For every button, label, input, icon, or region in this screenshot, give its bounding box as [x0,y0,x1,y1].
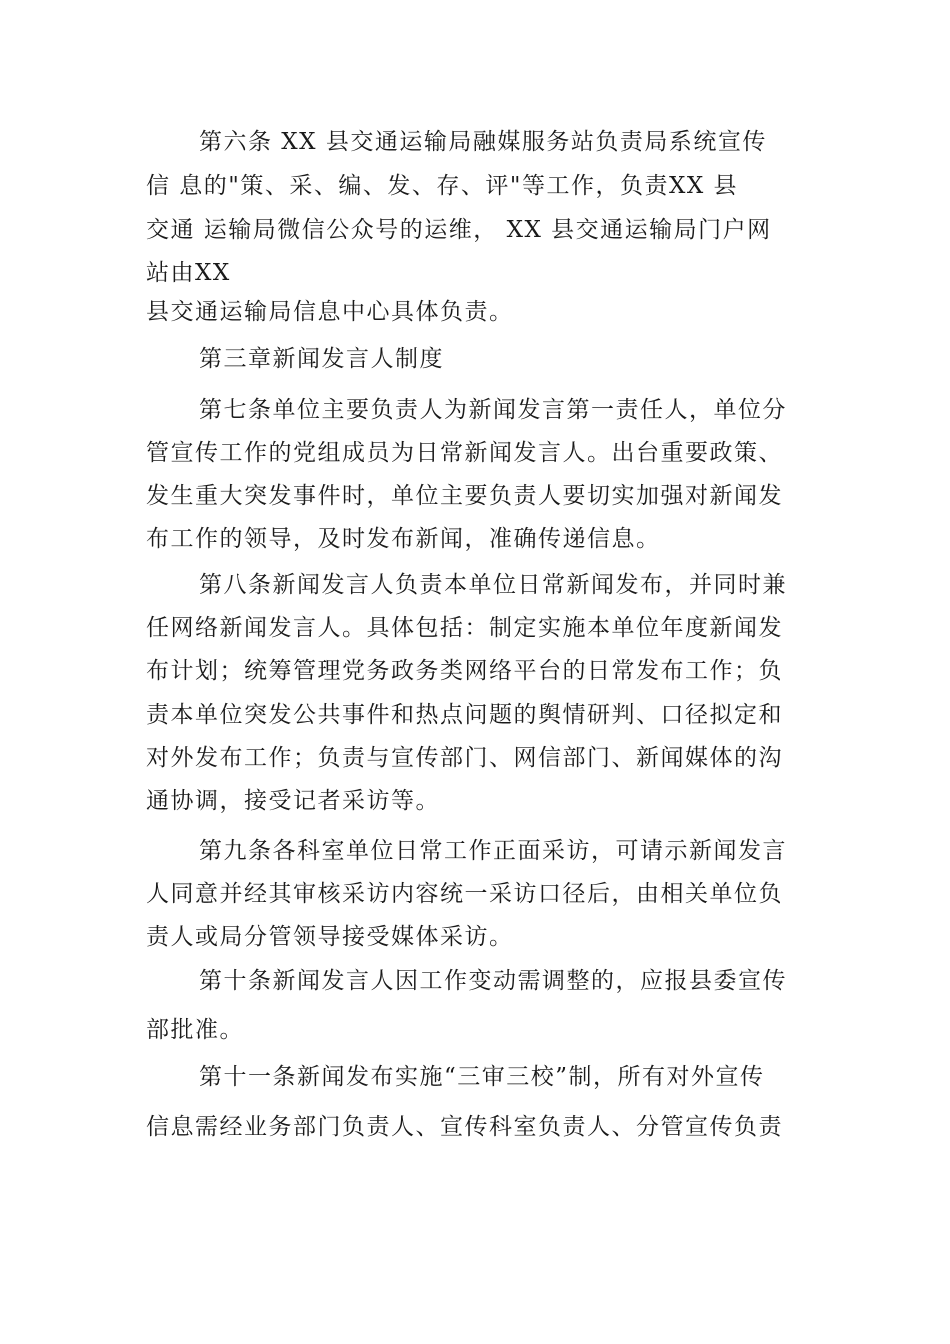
text-line: 第八条新闻发言人负责本单位日常新闻发布，并同时兼 [199,572,787,598]
text-line: 部批准。 [146,1017,244,1043]
text-line: 对外发布工作；负责与宣传部门、网信部门、新闻媒体的沟 [146,745,783,771]
text-line: 第六条 XX 县交通运输局融媒服务站负责局系统宣传 [199,129,767,155]
text-line: 发生重大突发事件时，单位主要负责人要切实加强对新闻发 [146,483,783,509]
text-line: 信 息的"策、采、编、发、存、评"等工作，负责XX 县 [146,173,739,199]
text-line: 布工作的领导，及时发布新闻，准确传递信息。 [146,526,661,552]
text-line: 人同意并经其审核采访内容统一采访口径后，由相关单位负 [146,881,783,907]
text-line: 通协调，接受记者采访等。 [146,788,440,814]
text-line: 第十条新闻发言人因工作变动需调整的，应报县委宣传 [199,968,787,994]
text-line: 站由XX [146,260,231,286]
section-heading: 第三章新闻发言人制度 [199,346,444,372]
text-line: 布计划；统筹管理党务政务类网络平台的日常发布工作；负 [146,658,783,684]
text-line: 交通 运输局微信公众号的运维， XX 县交通运输局门户网 [146,217,772,243]
text-line: 第九条各科室单位日常工作正面采访，可请示新闻发言 [199,838,787,864]
text-line: 信息需经业务部门负责人、宣传科室负责人、分管宣传负责 [146,1114,783,1140]
text-line: 第十一条新闻发布实施“三审三校”制，所有对外宣传 [199,1064,765,1090]
text-line: 任网络新闻发言人。具体包括：制定实施本单位年度新闻发 [146,615,783,641]
text-line: 第七条单位主要负责人为新闻发言第一责任人，单位分 [199,397,787,423]
text-line: 管宣传工作的党组成员为日常新闻发言人。出台重要政策、 [146,440,783,466]
text-line: 县交通运输局信息中心具体负责。 [146,299,514,325]
text-line: 责人或局分管领导接受媒体采访。 [146,924,514,950]
text-line: 责本单位突发公共事件和热点问题的舆情研判、口径拟定和 [146,702,783,728]
